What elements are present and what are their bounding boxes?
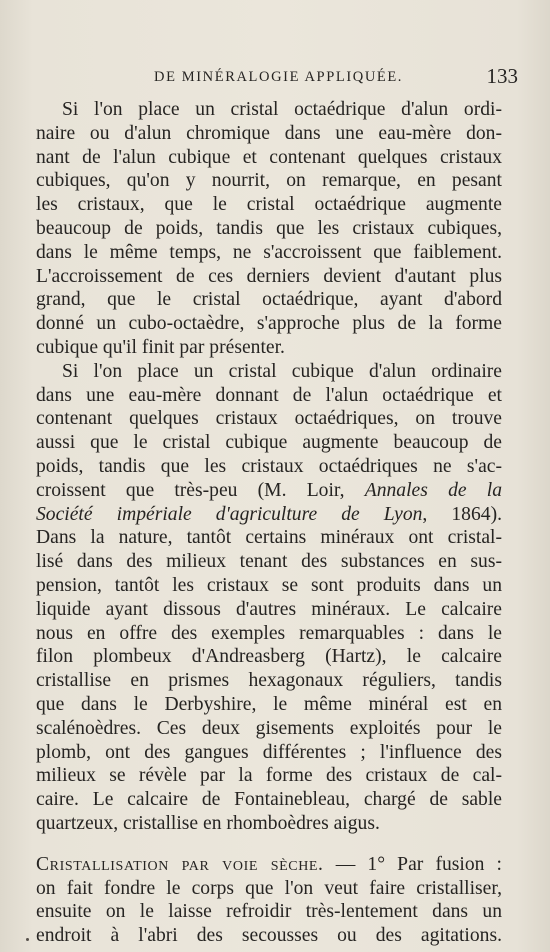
section-voie-seche bbox=[36, 853, 502, 948]
text-line: liquide ayant dissous d'autres minéraux. Le calcaire bbox=[36, 598, 502, 620]
text-line: scalénoèdres. Ces deux gisements exploités pour le bbox=[36, 717, 502, 739]
paragraph-alun-cubique bbox=[36, 360, 502, 836]
text-line: que dans le Derbyshire, le même minéral est en bbox=[36, 693, 502, 715]
text-line: filon plombeux d'Andreasberg (Hartz), le calcaire bbox=[36, 646, 502, 668]
text-line: dans une eau-mère donnant de l'alun octaédrique et bbox=[36, 384, 502, 406]
text-line: caire. Le calcaire de Fontainebleau, chargé de sable bbox=[36, 789, 502, 811]
text-line: cristallise en prismes hexagonaux réguliers, tandis bbox=[36, 670, 502, 692]
journal-title-part: Annales de la bbox=[364, 479, 503, 501]
text-line: Si l'on place un cristal cubique d'alun ordinaire bbox=[62, 360, 502, 382]
citation-line bbox=[36, 479, 502, 503]
text-line: Dans la nature, tantôt certains minéraux ont cristal- bbox=[36, 527, 502, 549]
section-subheading: 1° Par fusion : bbox=[367, 853, 502, 875]
text-line: plomb, ont des gangues différentes ; l'influence des bbox=[36, 741, 502, 763]
text-line: cubique qu'il finit par présenter. bbox=[36, 336, 285, 358]
paragraph-alun-octaedrique bbox=[36, 98, 502, 360]
text-line: pension, tantôt les cristaux se sont produits dans un bbox=[36, 574, 502, 596]
text-line: donné un cubo-octaèdre, s'approche plus de la forme bbox=[36, 313, 502, 335]
text-line: cubiques, qu'on y nourrit, on remarque, en pesant bbox=[36, 170, 502, 192]
page-header bbox=[36, 64, 518, 92]
citation-line bbox=[36, 503, 502, 527]
ink-speck bbox=[26, 938, 29, 941]
text-line: poids, tandis que les cristaux octaédriques ne s'ac- bbox=[36, 455, 502, 477]
text-line: dans le même temps, ne s'accroissent que faiblement. bbox=[36, 241, 502, 263]
journal-title-part: Société impériale d'agriculture de Lyon bbox=[36, 503, 423, 525]
text-line: ensuite on le laisse refroidir très-lentement dans un bbox=[36, 901, 502, 923]
text-line: milieux se révèle par la forme des cristaux de cal- bbox=[36, 765, 502, 787]
citation-prefix: croissent que très-peu (M. Loir, bbox=[36, 479, 365, 501]
text-line: endroit à l'abri des secousses ou des agitations. bbox=[36, 925, 502, 947]
text-line: grand, que le cristal octaédrique, ayant d'abord bbox=[36, 289, 502, 311]
text-line: quartzeux, cristallise en rhomboèdres aigus. bbox=[36, 812, 380, 834]
text-line: L'accroissement de ces derniers devient d'autant plus bbox=[36, 265, 502, 287]
text-line: Si l'on place un cristal octaédrique d'alun ordi- bbox=[62, 99, 502, 120]
text-line: lisé dans des milieux tenant des substances en sus- bbox=[36, 551, 502, 573]
section-heading: Cristallisation par voie sèche. bbox=[36, 853, 324, 875]
citation-year: , 1864). bbox=[422, 503, 502, 525]
heading-dash: — bbox=[323, 853, 368, 875]
text-line: beaucoup de poids, tandis que les cristaux cubiques, bbox=[36, 217, 502, 239]
section-spacer bbox=[36, 836, 502, 853]
body-text bbox=[36, 98, 502, 948]
running-title: DE MINÉRALOGIE APPLIQUÉE. bbox=[154, 69, 404, 85]
text-line: contenant quelques cristaux octaédriques, on trouve bbox=[36, 408, 502, 430]
text-line: les cristaux, que le cristal octaédrique augmente bbox=[36, 194, 502, 216]
text-line: on fait fondre le corps que l'on veut faire cristalliser, bbox=[36, 877, 502, 899]
section-heading-line bbox=[36, 853, 502, 877]
text-line: aussi que le cristal cubique augmente beaucoup de bbox=[36, 432, 502, 454]
page-number: 133 bbox=[486, 64, 518, 88]
text-line: nant de l'alun cubique et contenant quelques cristaux bbox=[36, 146, 502, 168]
text-line: nous en offre des exemples remarquables : dans le bbox=[36, 622, 502, 644]
text-line: naire ou d'alun chromique dans une eau-mère don- bbox=[36, 122, 502, 144]
